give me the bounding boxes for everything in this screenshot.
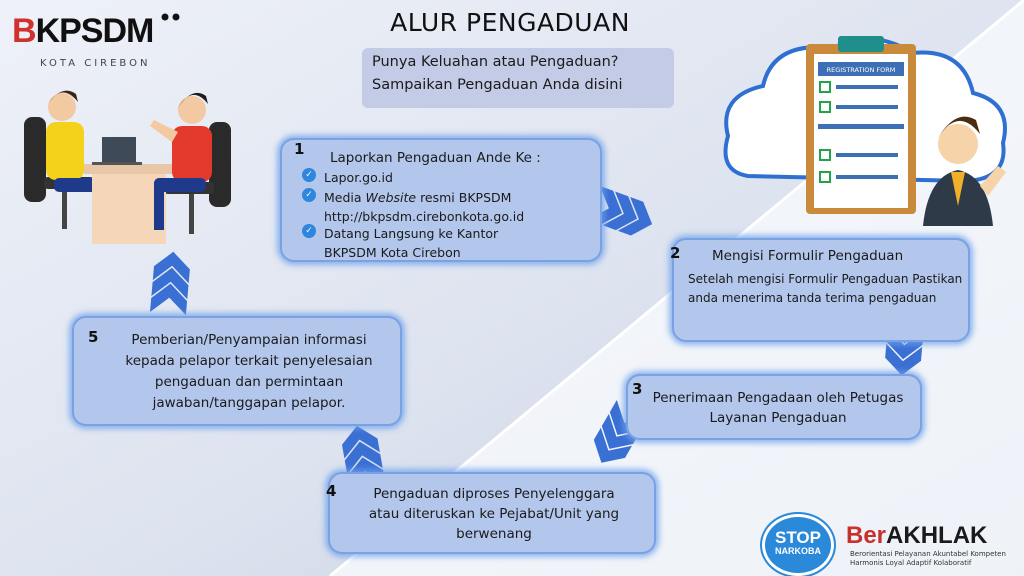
- intro-line-2: Sampaikan Pengaduan Anda disini: [372, 77, 623, 93]
- check-icon: ✓: [302, 188, 316, 202]
- arrow-step5-to-step1: [150, 250, 191, 315]
- bkpsdm-logo: BKPSDM: [12, 12, 184, 51]
- berakhlak-logo: BerAKHLAK: [846, 522, 988, 549]
- logo-text: KPSDM: [35, 12, 154, 50]
- step-1-item-3: ✓ Datang Langsung ke Kantor BKPSDM Kota Cirebon: [302, 224, 498, 262]
- intro-line-1: Punya Keluahan atau Pengaduan?: [372, 54, 619, 70]
- step-5-number: 5: [88, 328, 99, 346]
- step-3-number: 3: [632, 380, 643, 398]
- narkoba-label: NARKOBA: [775, 546, 821, 556]
- step-3-description: Penerimaan Pengadaan oleh Petugas Layanan Pengaduan: [652, 390, 904, 426]
- step-4-number: 4: [326, 482, 337, 500]
- stop-narkoba-badge: [762, 514, 834, 576]
- step-1-item-2: ✓ Media Website resmi BKPSDM http://bkpsdm.cirebonkota.go.id: [302, 188, 524, 226]
- stop-label: STOP: [775, 528, 821, 547]
- website-url: http://bkpsdm.cirebonkota.go.id: [324, 209, 525, 224]
- check-icon: ✓: [302, 168, 316, 182]
- page-title: ALUR PENGADUAN: [390, 8, 630, 37]
- form-label: REGISTRATION FORM: [826, 66, 896, 74]
- step-2-number: 2: [670, 244, 681, 262]
- step-5-box: [72, 316, 402, 426]
- step-5-description: Pemberian/Penyampaian informasi kepada pelapor terkait penyelesaian pengaduan dan permintaan jawaban/tanggapan pelapor.: [125, 332, 373, 411]
- step-1-box: [280, 138, 602, 262]
- step-4-description: Pengaduan diproses Penyelenggara atau diteruskan ke Pejabat/Unit yang berwenang: [368, 486, 620, 542]
- step-2-description: Setelah mengisi Formulir Pengaduan Pastikan anda menerima tanda terima pengaduan: [688, 272, 963, 305]
- step-4-box: [328, 472, 656, 554]
- step-2-box: [672, 238, 970, 342]
- check-icon: ✓: [302, 224, 316, 238]
- step-2-heading: Mengisi Formulir Pengaduan: [712, 248, 904, 264]
- step-1-item-1: ✓ Lapor.go.id: [302, 168, 393, 187]
- step-1-heading: Laporkan Pengaduan Ande Ke :: [330, 150, 541, 166]
- step-3-box: [626, 374, 922, 440]
- step-1-number: 1: [294, 140, 305, 158]
- logo-subtitle: KOTA CIREBON: [40, 58, 151, 69]
- berakhlak-tagline: Berorientasi Pelayanan Akuntabel Kompeten Harmonis Loyal Adaptif Kolaboratif: [850, 550, 1006, 567]
